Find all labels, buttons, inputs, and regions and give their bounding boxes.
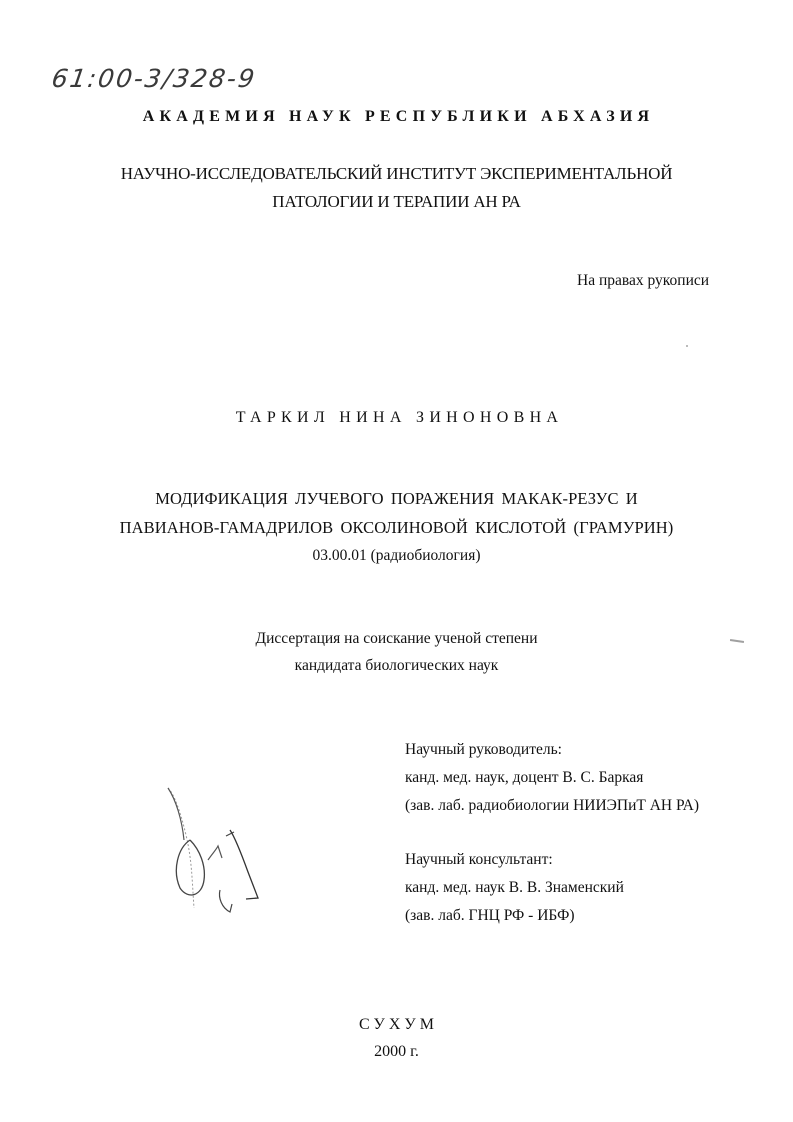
author-name: ТАРКИЛ НИНА ЗИНОНОВНА (235, 409, 564, 426)
city: СУХУМ (359, 1016, 438, 1033)
institute-name-line-1: НАУЧНО-ИССЛЕДОВАТЕЛЬСКИЙ ИНСТИТУТ ЭКСПЕРИМЕНТАЛЬНОЙ (120, 164, 673, 183)
institute-name-line-2: ПАТОЛОГИИ И ТЕРАПИИ АН РА (272, 192, 521, 211)
thesis-title-line-1: МОДИФИКАЦИЯ ЛУЧЕВОГО ПОРАЖЕНИЯ МАКАК-РЕЗУС И (155, 489, 638, 508)
supervisor-name: канд. мед. наук, доцент В. С. Баркая (405, 769, 644, 786)
consultant-name: канд. мед. наук В. В. Знаменский (405, 879, 624, 896)
consultant-label: Научный консультант: (405, 851, 553, 868)
supervisor-label: Научный руководитель: (405, 741, 562, 758)
handwritten-catalog-number: 61:00-3/328-9 (49, 64, 259, 93)
scan-artifact-dot (686, 345, 688, 347)
consultant-block (405, 846, 624, 930)
thesis-title-line-2: ПАВИАНОВ-ГАМАДРИЛОВ ОКСОЛИНОВОЙ КИСЛОТОЙ (ГРАМУРИН) (119, 518, 674, 537)
degree-line-1: Диссертация на соискание ученой степени (255, 630, 538, 647)
degree-line-2: кандидата биологических наук (294, 657, 499, 674)
academy-heading: АКАДЕМИЯ НАУК РЕСПУБЛИКИ АБХАЗИЯ (142, 108, 655, 125)
supervisor-affiliation: (зав. лаб. радиобиологии НИИЭПиТ АН РА) (405, 797, 699, 814)
consultant-affiliation: (зав. лаб. ГНЦ РФ - ИБФ) (405, 907, 575, 924)
handwritten-signature (160, 780, 270, 920)
rights-note: На правах рукописи (577, 272, 710, 289)
year: 2000 г. (374, 1043, 419, 1060)
supervisor-block (405, 736, 699, 820)
specialty-code: 03.00.01 (радиобиология) (312, 547, 481, 564)
